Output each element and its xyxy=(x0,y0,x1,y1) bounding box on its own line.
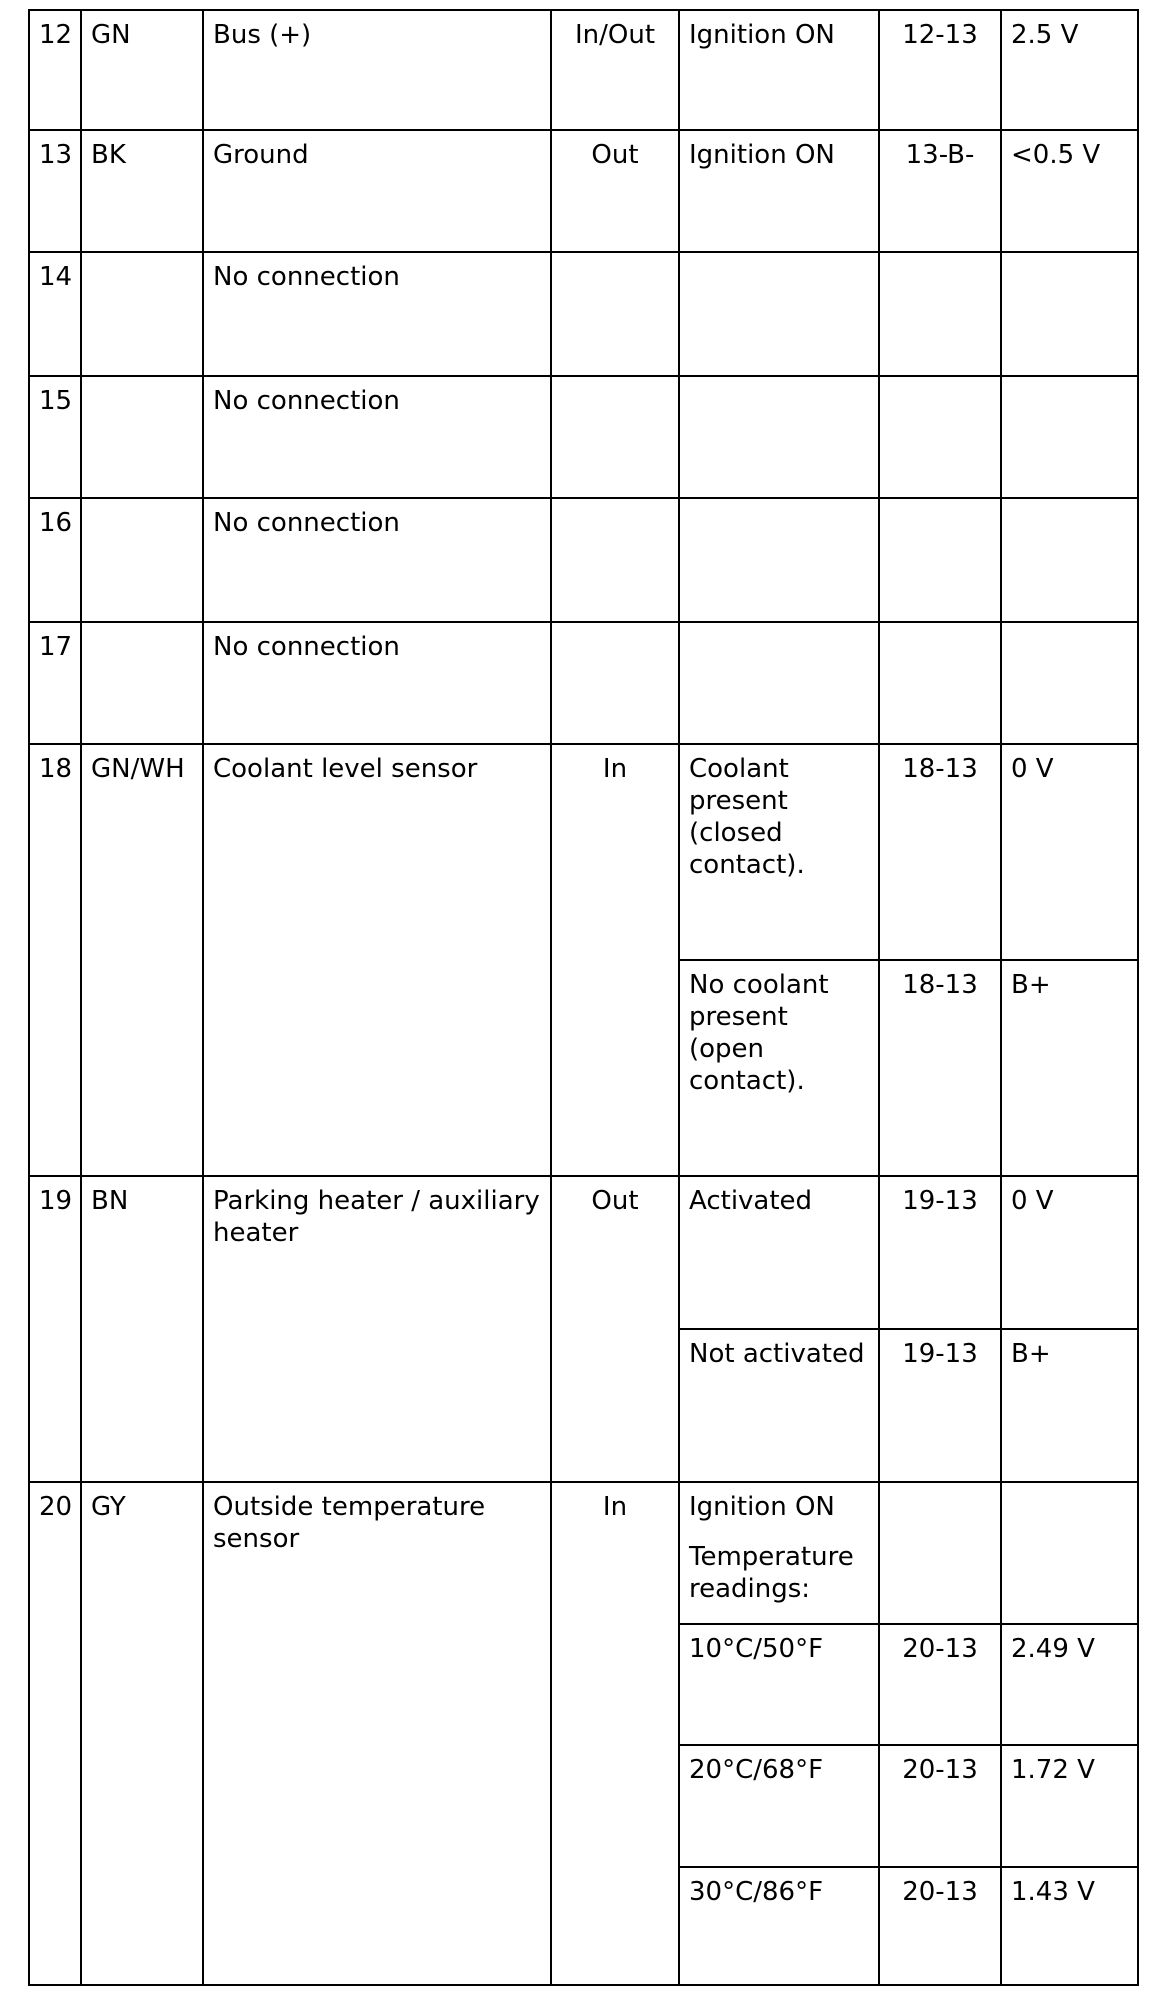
pin-number: 13 xyxy=(29,130,81,252)
nominal-value xyxy=(1001,1482,1138,1624)
wire-color: BN xyxy=(81,1176,203,1482)
pin-description: No connection xyxy=(203,622,551,744)
signal-direction xyxy=(551,376,679,498)
test-condition: 30°C/86°F xyxy=(679,1867,879,1985)
pin-number: 20 xyxy=(29,1482,81,1985)
wire-color: GN xyxy=(81,10,203,130)
measure-points: 18-13 xyxy=(879,960,1001,1176)
measure-points xyxy=(879,252,1001,376)
measure-points: 20-13 xyxy=(879,1745,1001,1867)
pin-description: Coolant level sensor xyxy=(203,744,551,1176)
wire-color xyxy=(81,252,203,376)
pin-number: 17 xyxy=(29,622,81,744)
measure-points: 12-13 xyxy=(879,10,1001,130)
wire-color xyxy=(81,498,203,622)
signal-direction xyxy=(551,622,679,744)
test-condition: No coolant present (open contact). xyxy=(679,960,879,1176)
pin-number: 14 xyxy=(29,252,81,376)
signal-direction: In/Out xyxy=(551,10,679,130)
nominal-value xyxy=(1001,498,1138,622)
table-row xyxy=(29,1482,1138,1624)
pin-number: 19 xyxy=(29,1176,81,1482)
test-condition: Not activated xyxy=(679,1329,879,1482)
nominal-value: 2.5 V xyxy=(1001,10,1138,130)
test-condition xyxy=(679,252,879,376)
signal-direction: Out xyxy=(551,130,679,252)
pin-number: 16 xyxy=(29,498,81,622)
pin-description: Parking heater / auxiliary heater xyxy=(203,1176,551,1482)
pin-number: 12 xyxy=(29,10,81,130)
wire-color: BK xyxy=(81,130,203,252)
table-row xyxy=(29,130,1138,252)
nominal-value xyxy=(1001,252,1138,376)
pin-description: Bus (+) xyxy=(203,10,551,130)
table-row xyxy=(29,376,1138,498)
signal-direction: In xyxy=(551,1482,679,1985)
pin-number: 18 xyxy=(29,744,81,1176)
table-row xyxy=(29,744,1138,960)
test-condition: Coolant present (closed contact). xyxy=(679,744,879,960)
table-row xyxy=(29,622,1138,744)
pin-description: Outside temperature sensor xyxy=(203,1482,551,1985)
measure-points: 18-13 xyxy=(879,744,1001,960)
pin-description: No connection xyxy=(203,252,551,376)
nominal-value xyxy=(1001,622,1138,744)
pin-description: No connection xyxy=(203,376,551,498)
table-row xyxy=(29,252,1138,376)
table-row xyxy=(29,1176,1138,1329)
test-condition: 20°C/68°F xyxy=(679,1745,879,1867)
table-row xyxy=(29,498,1138,622)
pin-number: 15 xyxy=(29,376,81,498)
test-condition: Activated xyxy=(679,1176,879,1329)
signal-direction: Out xyxy=(551,1176,679,1482)
nominal-value: 0 V xyxy=(1001,744,1138,960)
measure-points: 13-B- xyxy=(879,130,1001,252)
measure-points: 19-13 xyxy=(879,1176,1001,1329)
nominal-value xyxy=(1001,376,1138,498)
nominal-value: 2.49 V xyxy=(1001,1624,1138,1745)
wire-color xyxy=(81,622,203,744)
test-condition: Ignition ON xyxy=(679,130,879,252)
nominal-value: 1.72 V xyxy=(1001,1745,1138,1867)
test-condition xyxy=(679,376,879,498)
pin-description: Ground xyxy=(203,130,551,252)
measure-points: 19-13 xyxy=(879,1329,1001,1482)
table-row xyxy=(29,10,1138,130)
test-condition: Ignition ON xyxy=(679,10,879,130)
test-condition xyxy=(679,498,879,622)
nominal-value: 1.43 V xyxy=(1001,1867,1138,1985)
measure-points xyxy=(879,498,1001,622)
nominal-value: B+ xyxy=(1001,960,1138,1176)
nominal-value: 0 V xyxy=(1001,1176,1138,1329)
pin-description: No connection xyxy=(203,498,551,622)
wire-color: GN/WH xyxy=(81,744,203,1176)
measure-points xyxy=(879,376,1001,498)
measure-points: 20-13 xyxy=(879,1867,1001,1985)
pin-assignment-table xyxy=(28,9,1139,1986)
measure-points xyxy=(879,1482,1001,1624)
signal-direction xyxy=(551,252,679,376)
signal-direction xyxy=(551,498,679,622)
test-condition-line: Temperature readings: xyxy=(689,1542,854,1604)
test-condition xyxy=(679,622,879,744)
measure-points: 20-13 xyxy=(879,1624,1001,1745)
nominal-value: B+ xyxy=(1001,1329,1138,1482)
test-condition xyxy=(679,1482,879,1624)
measure-points xyxy=(879,622,1001,744)
wire-color xyxy=(81,376,203,498)
signal-direction: In xyxy=(551,744,679,1176)
nominal-value: <0.5 V xyxy=(1001,130,1138,252)
test-condition: 10°C/50°F xyxy=(679,1624,879,1745)
wire-color: GY xyxy=(81,1482,203,1985)
test-condition-line: Ignition ON xyxy=(689,1492,835,1522)
